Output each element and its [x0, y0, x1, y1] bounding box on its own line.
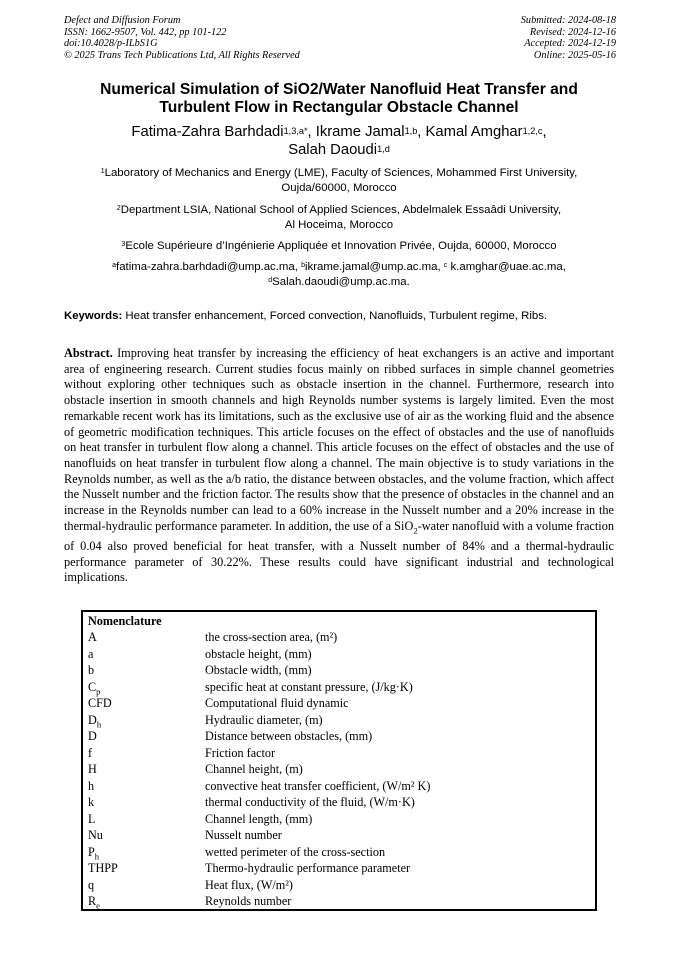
sep: ,: [542, 124, 547, 140]
definition: Friction factor: [205, 745, 276, 760]
table-row: [83, 877, 595, 894]
symbol: [83, 811, 205, 828]
symbol: [83, 794, 205, 811]
definition: wetted perimeter of the cross-section: [205, 844, 386, 859]
table-row: [83, 860, 595, 877]
email-sup: a: [112, 262, 117, 270]
symbol: [83, 679, 205, 696]
author-sup: 1,d: [377, 144, 390, 155]
definition: Nusselt number: [205, 828, 282, 842]
subscript: 2: [413, 525, 418, 536]
email[interactable]: Salah.daoudi@ump.ac.ma.: [272, 275, 410, 288]
symbol: [83, 893, 205, 910]
aff-line: Laboratory of Mechanics and Energy (LME), Faculty of Sciences, Mohammed First University,: [104, 167, 578, 179]
paper-title: [40, 81, 638, 117]
symbol-text: P: [88, 844, 95, 859]
symbol: [83, 761, 205, 778]
symbol-text: H: [88, 762, 97, 776]
nomenclature-title: Nomenclature: [88, 614, 162, 628]
definition: Hydraulic diameter, (m): [205, 712, 323, 727]
revised-date: Revised: 2024-12-16: [529, 26, 616, 38]
table-row: [83, 695, 595, 712]
issn: ISSN: 1662-9507, Vol. 442, pp 101-122: [64, 26, 227, 38]
table-row: [83, 827, 595, 844]
definition: Heat flux, (W/m²): [205, 877, 293, 892]
table-row: [83, 629, 595, 646]
copyright: © 2025 Trans Tech Publications Ltd, All Rights Reserved: [64, 49, 300, 61]
aff-line: Ecole Supérieure d’Ingénierie Appliquée et Innovation Privée, Oujda, 60000, Morocco: [125, 240, 557, 252]
table-row: [83, 679, 595, 696]
symbol: [83, 877, 205, 894]
symbol-text: C: [88, 679, 97, 694]
doi: doi:10.4028/p-ILbS1G: [64, 38, 158, 50]
symbol: [83, 662, 205, 679]
definition: Channel length, (mm): [205, 811, 313, 826]
email[interactable]: fatima-zahra.barhdadi@ump.ac.ma,: [116, 261, 302, 273]
submitted-date: Submitted: 2024-08-18: [520, 15, 616, 26]
online-date: Online: 2025-05-16: [533, 49, 616, 61]
author-sup: 1,2,c: [522, 126, 543, 137]
abstract-text: -water nanofluid with a volume fraction of 0.04 also proved beneficial for heat transfer, with a Nusselt number of 84% and a thermal-hydraulic performance parameter of 30.22%. These results could have significant industrial and technological implications.: [64, 518, 614, 585]
author: Kamal Amghar: [425, 124, 523, 140]
definition: Computational fluid dynamic: [205, 696, 349, 710]
email-sup: d: [268, 277, 273, 285]
symbol-sub: p: [96, 685, 101, 696]
symbol: [83, 745, 205, 762]
abstract: [64, 346, 614, 586]
symbol-text: h: [88, 778, 95, 793]
nomenclature-table: [81, 610, 597, 911]
symbol: [83, 646, 205, 663]
sep: ,: [307, 124, 316, 140]
symbol-sub: e: [96, 900, 100, 911]
aff-sup: 2: [116, 205, 121, 213]
table-row: [83, 646, 595, 663]
symbol-text: R: [88, 894, 97, 908]
symbol-text: b: [88, 663, 95, 677]
definition: thermal conductivity of the fluid, (W/m·K): [205, 795, 415, 809]
aff-line: Al Hoceima, Morocco: [284, 218, 394, 231]
title-line: Turbulent Flow in Rectangular Obstacle Channel: [159, 99, 519, 116]
author: Salah Daoudi: [288, 142, 378, 158]
table-row: [83, 794, 595, 811]
table-row: [83, 811, 595, 828]
authors: [40, 123, 638, 159]
aff-line: Oujda/60000, Morocco: [281, 181, 397, 194]
symbol: [83, 778, 205, 795]
journal-info: [64, 15, 300, 61]
symbol: [83, 860, 205, 877]
definition: Thermo-hydraulic performance parameter: [205, 861, 411, 875]
aff-sup: 1: [100, 168, 105, 176]
symbol: [83, 695, 205, 712]
definition: Obstacle width, (mm): [205, 663, 312, 677]
symbol: [83, 844, 205, 861]
table-row: [83, 844, 595, 861]
email[interactable]: k.amghar@uae.ac.ma,: [447, 261, 566, 273]
symbol-text: CFD: [88, 696, 112, 710]
symbol-text: f: [88, 745, 93, 760]
symbol-text: a: [88, 646, 94, 661]
dates: [521, 15, 616, 61]
symbol: [83, 712, 205, 729]
emails: [40, 260, 638, 290]
email-sup: c: [443, 262, 448, 270]
symbol-text: D: [88, 712, 97, 727]
aff-line: Department LSIA, National School of Applied Sciences, Abdelmalek Essaâdi University,: [120, 204, 562, 216]
abstract-label: Abstract.: [64, 346, 113, 360]
sep: ,: [417, 124, 426, 140]
affiliation-2: [40, 203, 638, 233]
definition: the cross-section area, (m²): [205, 630, 338, 644]
keywords-text: Heat transfer enhancement, Forced convection, Nanofluids, Turbulent regime, Ribs.: [122, 310, 548, 322]
journal-name: Defect and Diffusion Forum: [64, 15, 181, 26]
author: Fatima-Zahra Barhdadi: [131, 124, 284, 140]
symbol-text: A: [88, 630, 97, 644]
symbol-text: k: [88, 795, 95, 809]
symbol-text: Nu: [88, 828, 103, 842]
table-row: [83, 893, 595, 910]
symbol-sub: h: [94, 850, 100, 861]
definition: Channel height, (m): [205, 762, 303, 776]
symbol-text: THPP: [88, 861, 118, 875]
table-row: [83, 761, 595, 778]
email[interactable]: ikrame.jamal@ump.ac.ma,: [305, 261, 444, 273]
table-row: [83, 778, 595, 795]
abstract-text: Improving heat transfer by increasing the efficiency of heat exchangers is an active and important area of engineering research. Current studies focus mainly on ribbed surfaces in simple channel geometries without exploring other techniques such as obstacle insertion in the channel. Furthermore, research into obstacle insertion in smooth channels and high Reynolds number systems is largely limited. Even the most remarkable recent work has its limitations, such as the exclusive use of air as the working fluid and the absence of geometric modification techniques. This article focuses on the effect of obstacles and the use of nanofluids on heat transfer in turbulent flow along a channel. This article focuses on the effect of obstacles and the use of nanofluids on heat transfer in turbulent flow along a channel. The main objective is to study variations in the Reynolds number, as well as the a/b ratio, the distance between obstacles, and the volume fraction, which affect the Nusselt number and the friction factor. The results show that the presence of obstacles in the channel and an increase in the Reynolds number can lead to a 60% increase in the Nusselt number and a 20% increase in the thermal-hydraulic performance parameter. In addition, the use of a SiO: [64, 346, 614, 533]
symbol-text: L: [88, 811, 96, 826]
aff-sup: 3: [121, 241, 126, 249]
symbol-text: q: [88, 877, 95, 892]
symbol-text: D: [88, 729, 97, 743]
email-sup: b: [301, 262, 305, 270]
symbol-sub: h: [96, 718, 102, 729]
definition: Reynolds number: [205, 894, 292, 908]
affiliation-1: [40, 166, 638, 196]
table-row: [83, 712, 595, 729]
author: Ikrame Jamal: [315, 124, 405, 140]
keywords-label: Keywords:: [64, 310, 123, 322]
definition: specific heat at constant pressure, (J/kg·K): [205, 679, 413, 694]
symbol: [83, 629, 205, 646]
affiliation-3: [40, 239, 638, 254]
definition: obstacle height, (mm): [205, 646, 312, 661]
table-row: [83, 662, 595, 679]
title-line: Numerical Simulation of SiO2/Water Nanofluid Heat Transfer and: [100, 81, 578, 98]
symbol: [83, 728, 205, 745]
keywords: [64, 310, 624, 322]
definition: convective heat transfer coefficient, (W/m² K): [205, 778, 431, 793]
table-row: [83, 728, 595, 745]
symbol: [83, 827, 205, 844]
table-row: [83, 745, 595, 762]
author-sup: 1,b: [404, 126, 418, 137]
definition: Distance between obstacles, (mm): [205, 729, 373, 743]
accepted-date: Accepted: 2024-12-19: [524, 38, 616, 50]
author-sup: 1,3,a*: [283, 126, 308, 137]
